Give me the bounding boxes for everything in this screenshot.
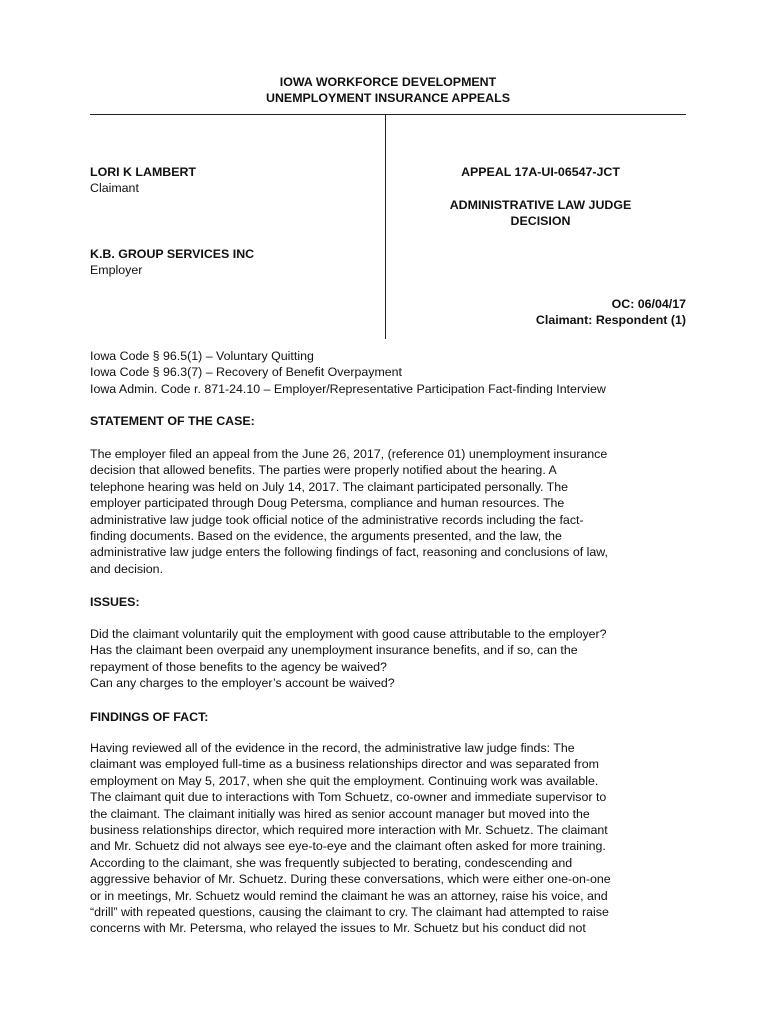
text-line: or in meetings, Mr. Schuetz would remind the claimant he was an attorney, raise his voice, and [90, 888, 608, 903]
findings-heading: FINDINGS OF FACT: [90, 710, 209, 724]
text-line: and decision. [90, 561, 164, 576]
text-line: administrative law judge took official notice of the administrative records including the fact- [90, 512, 584, 527]
employer-name: K.B. GROUP SERVICES INC [90, 247, 255, 261]
text-line: concerns with Mr. Petersma, who relayed the issues to Mr. Schuetz but his conduct did not [90, 921, 586, 936]
issues-heading: ISSUES: [90, 595, 140, 609]
statement-paragraph [90, 446, 681, 577]
text-line: and Mr. Schuetz did not always see eye-to-eye and the claimant often asked for more training. [90, 839, 606, 854]
oc-date: OC: 06/04/17 [611, 297, 686, 311]
code-citation: Iowa Code § 96.5(1) – Voluntary Quitting [90, 349, 314, 363]
agency-header [90, 74, 686, 107]
respondent-status: Claimant: Respondent (1) [535, 313, 686, 328]
text-line: Has the claimant been overpaid any unemployment insurance benefits, and if so, can the [90, 643, 578, 658]
text-line: Can any charges to the employer’s account be waived? [90, 676, 395, 691]
decision-title-line1: ADMINISTRATIVE LAW JUDGE [449, 198, 632, 212]
employer-role: Employer [90, 263, 143, 278]
header-divider [90, 114, 686, 115]
issues-paragraph [90, 626, 681, 692]
employer-block [90, 246, 370, 279]
decision-title-line2: DECISION [510, 214, 571, 229]
appeal-number: APPEAL 17A-UI-06547-JCT [461, 165, 620, 179]
code-citation: Iowa Admin. Code r. 871-24.10 – Employer/Representative Participation Fact-finding Interview [90, 381, 606, 396]
agency-division: UNEMPLOYMENT INSURANCE APPEALS [266, 91, 510, 106]
text-line: business relationships director, which required more interaction with Mr. Schuetz. The claimant [90, 823, 608, 838]
text-line: The employer filed an appeal from the June 26, 2017, (reference 01) unemployment insurance [90, 447, 608, 461]
statement-heading: STATEMENT OF THE CASE: [90, 414, 255, 428]
text-line: repayment of those benefits to the agency be waived? [90, 659, 387, 674]
claimant-role: Claimant [90, 181, 139, 196]
text-line: administrative law judge enters the following findings of fact, reasoning and conclusions of law, [90, 545, 608, 560]
text-line: the claimant. The claimant initially was hired as senior account manager but moved into the [90, 806, 590, 821]
text-line: finding documents. Based on the evidence, the arguments presented, and the law, the [90, 529, 562, 544]
oc-block [395, 296, 686, 329]
decision-title [395, 197, 686, 230]
text-line: employment on May 5, 2017, when she quit the employment. Continuing work was available. [90, 773, 599, 788]
claimant-name: LORI K LAMBERT [90, 165, 196, 179]
text-line: aggressive behavior of Mr. Schuetz. During these conversations, which were either one-on-one [90, 872, 611, 887]
text-line: employer participated through Doug Petersma, compliance and human resources. The [90, 496, 565, 511]
text-line: According to the claimant, she was frequently subjected to berating, condescending and [90, 855, 573, 870]
text-line: decision that allowed benefits. The parties were properly notified about the hearing. A [90, 463, 557, 478]
text-line: Having reviewed all of the evidence in the record, the administrative law judge finds: The [90, 741, 575, 755]
text-line: Did the claimant voluntarily quit the employment with good cause attributable to the employer? [90, 627, 607, 641]
text-line: telephone hearing was held on July 14, 2017. The claimant participated personally. The [90, 479, 569, 494]
text-line: claimant was employed full-time as a business relationships director and was separated from [90, 757, 599, 772]
agency-name: IOWA WORKFORCE DEVELOPMENT [279, 75, 497, 89]
text-line: The claimant quit due to interactions with Tom Schuetz, co-owner and immediate supervisor to [90, 790, 607, 805]
code-citations [90, 348, 690, 397]
caption-divider [385, 114, 386, 339]
findings-paragraph [90, 740, 681, 937]
claimant-block [90, 164, 370, 197]
text-line: “drill” with repeated questions, causing the claimant to cry. The claimant had attempted to raise [90, 905, 609, 920]
code-citation: Iowa Code § 96.3(7) – Recovery of Benefit Overpayment [90, 365, 402, 380]
